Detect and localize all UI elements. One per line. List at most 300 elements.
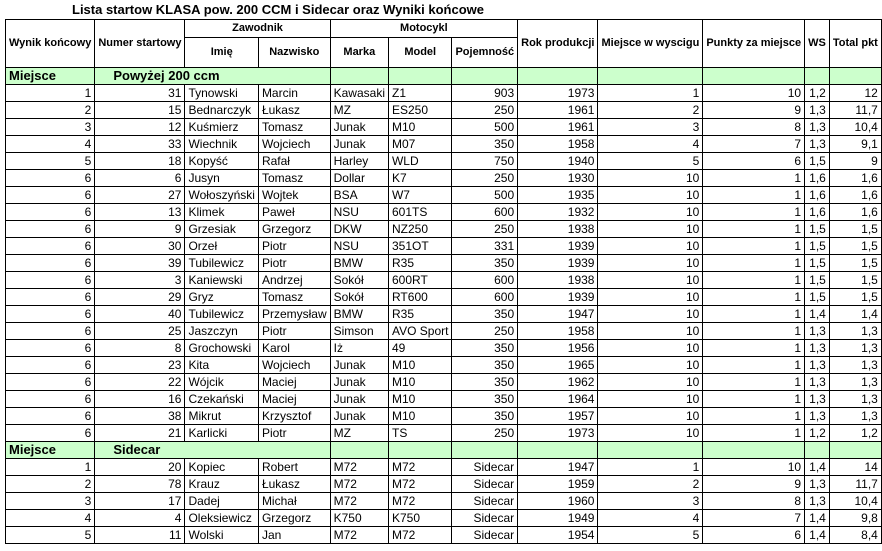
cell-marka[interactable]: M72 xyxy=(330,476,388,493)
cell-pojemnosc[interactable]: 350 xyxy=(452,391,518,408)
cell-marka[interactable]: Junak xyxy=(330,136,388,153)
cell-nazwisko[interactable]: Piotr xyxy=(258,425,330,442)
cell-total[interactable]: 1,4 xyxy=(829,306,881,323)
cell-miejsce[interactable]: 10 xyxy=(598,238,703,255)
cell-marka[interactable]: M72 xyxy=(330,527,388,544)
cell-nazwisko[interactable]: Grzegorz xyxy=(258,221,330,238)
cell-marka[interactable]: BMW xyxy=(330,255,388,272)
cell-wynik[interactable]: 4 xyxy=(6,510,95,527)
cell-ws[interactable]: 1,6 xyxy=(805,187,830,204)
cell-imie[interactable]: Kaniewski xyxy=(185,272,258,289)
cell-model[interactable]: K750 xyxy=(388,510,451,527)
cell-wynik[interactable]: 2 xyxy=(6,476,95,493)
cell-imie[interactable]: Bednarczyk xyxy=(185,102,258,119)
cell-numer[interactable]: 25 xyxy=(95,323,185,340)
cell-pojemnosc[interactable]: 250 xyxy=(452,425,518,442)
cell-punkty[interactable]: 1 xyxy=(703,391,805,408)
cell-numer[interactable]: 27 xyxy=(95,187,185,204)
cell-ws[interactable]: 1,4 xyxy=(805,510,830,527)
cell-nazwisko[interactable]: Piotr xyxy=(258,323,330,340)
cell-imie[interactable]: Gryz xyxy=(185,289,258,306)
cell-wynik[interactable]: 6 xyxy=(6,289,95,306)
cell-pojemnosc[interactable]: 250 xyxy=(452,323,518,340)
cell-wynik[interactable]: 6 xyxy=(6,374,95,391)
cell-total[interactable]: 1,2 xyxy=(829,425,881,442)
cell-wynik[interactable]: 5 xyxy=(6,153,95,170)
cell-miejsce[interactable]: 10 xyxy=(598,221,703,238)
cell-punkty[interactable]: 1 xyxy=(703,374,805,391)
cell-ws[interactable]: 1,4 xyxy=(805,459,830,476)
cell-total[interactable]: 14 xyxy=(829,459,881,476)
cell-ws[interactable]: 1,3 xyxy=(805,119,830,136)
cell-numer[interactable]: 13 xyxy=(95,204,185,221)
cell-total[interactable]: 1,6 xyxy=(829,170,881,187)
cell-rok[interactable]: 1956 xyxy=(518,340,598,357)
cell-ws[interactable]: 1,4 xyxy=(805,306,830,323)
cell-miejsce[interactable]: 10 xyxy=(598,357,703,374)
cell-model[interactable]: M10 xyxy=(388,119,451,136)
cell-miejsce[interactable]: 10 xyxy=(598,340,703,357)
cell-wynik[interactable]: 6 xyxy=(6,408,95,425)
cell-rok[interactable]: 1962 xyxy=(518,374,598,391)
cell-pojemnosc[interactable]: 350 xyxy=(452,136,518,153)
cell-total[interactable]: 1,5 xyxy=(829,255,881,272)
cell-marka[interactable]: Dollar xyxy=(330,170,388,187)
cell-punkty[interactable]: 1 xyxy=(703,221,805,238)
cell-marka[interactable]: Junak xyxy=(330,391,388,408)
cell-punkty[interactable]: 10 xyxy=(703,459,805,476)
cell-ws[interactable]: 1,3 xyxy=(805,357,830,374)
cell-punkty[interactable]: 1 xyxy=(703,408,805,425)
cell-nazwisko[interactable]: Grzegorz xyxy=(258,510,330,527)
cell-rok[interactable]: 1938 xyxy=(518,221,598,238)
cell-model[interactable]: TS xyxy=(388,425,451,442)
cell-ws[interactable]: 1,5 xyxy=(805,289,830,306)
cell-imie[interactable]: Grzesiak xyxy=(185,221,258,238)
cell-imie[interactable]: Kopiec xyxy=(185,459,258,476)
cell-ws[interactable]: 1,3 xyxy=(805,391,830,408)
cell-nazwisko[interactable]: Michał xyxy=(258,493,330,510)
cell-wynik[interactable]: 4 xyxy=(6,136,95,153)
cell-imie[interactable]: Wiechnik xyxy=(185,136,258,153)
cell-miejsce[interactable]: 10 xyxy=(598,323,703,340)
cell-miejsce[interactable]: 10 xyxy=(598,306,703,323)
cell-miejsce[interactable]: 10 xyxy=(598,170,703,187)
cell-imie[interactable]: Tynowski xyxy=(185,85,258,102)
cell-nazwisko[interactable]: Jan xyxy=(258,527,330,544)
cell-numer[interactable]: 16 xyxy=(95,391,185,408)
cell-rok[interactable]: 1960 xyxy=(518,493,598,510)
cell-nazwisko[interactable]: Tomasz xyxy=(258,119,330,136)
cell-rok[interactable]: 1965 xyxy=(518,357,598,374)
cell-punkty[interactable]: 1 xyxy=(703,204,805,221)
cell-total[interactable]: 1,3 xyxy=(829,408,881,425)
cell-total[interactable]: 12 xyxy=(829,85,881,102)
cell-wynik[interactable]: 3 xyxy=(6,119,95,136)
cell-numer[interactable]: 30 xyxy=(95,238,185,255)
cell-punkty[interactable]: 1 xyxy=(703,272,805,289)
cell-nazwisko[interactable]: Robert xyxy=(258,459,330,476)
cell-nazwisko[interactable]: Marcin xyxy=(258,85,330,102)
cell-rok[interactable]: 1930 xyxy=(518,170,598,187)
cell-ws[interactable]: 1,5 xyxy=(805,255,830,272)
cell-pojemnosc[interactable]: 350 xyxy=(452,357,518,374)
cell-nazwisko[interactable]: Paweł xyxy=(258,204,330,221)
cell-marka[interactable]: M72 xyxy=(330,493,388,510)
cell-rok[interactable]: 1939 xyxy=(518,289,598,306)
cell-pojemnosc[interactable]: 350 xyxy=(452,306,518,323)
cell-numer[interactable]: 6 xyxy=(95,170,185,187)
cell-miejsce[interactable]: 10 xyxy=(598,374,703,391)
cell-nazwisko[interactable]: Tomasz xyxy=(258,170,330,187)
cell-pojemnosc[interactable]: 250 xyxy=(452,221,518,238)
cell-numer[interactable]: 22 xyxy=(95,374,185,391)
cell-wynik[interactable]: 6 xyxy=(6,272,95,289)
cell-numer[interactable]: 9 xyxy=(95,221,185,238)
cell-rok[interactable]: 1947 xyxy=(518,459,598,476)
cell-total[interactable]: 9 xyxy=(829,153,881,170)
cell-punkty[interactable]: 6 xyxy=(703,527,805,544)
cell-miejsce[interactable]: 2 xyxy=(598,476,703,493)
cell-rok[interactable]: 1973 xyxy=(518,85,598,102)
cell-imie[interactable]: Tubilewicz xyxy=(185,255,258,272)
cell-wynik[interactable]: 6 xyxy=(6,255,95,272)
cell-ws[interactable]: 1,3 xyxy=(805,493,830,510)
cell-total[interactable]: 9,8 xyxy=(829,510,881,527)
cell-marka[interactable]: DKW xyxy=(330,221,388,238)
cell-pojemnosc[interactable]: 331 xyxy=(452,238,518,255)
cell-miejsce[interactable]: 5 xyxy=(598,527,703,544)
cell-model[interactable]: 601TS xyxy=(388,204,451,221)
cell-imie[interactable]: Czekański xyxy=(185,391,258,408)
cell-rok[interactable]: 1938 xyxy=(518,272,598,289)
cell-model[interactable]: M72 xyxy=(388,476,451,493)
cell-nazwisko[interactable]: Łukasz xyxy=(258,476,330,493)
cell-marka[interactable]: MZ xyxy=(330,425,388,442)
cell-wynik[interactable]: 6 xyxy=(6,391,95,408)
cell-total[interactable]: 1,5 xyxy=(829,238,881,255)
cell-ws[interactable]: 1,3 xyxy=(805,102,830,119)
cell-ws[interactable]: 1,6 xyxy=(805,170,830,187)
cell-imie[interactable]: Wójcik xyxy=(185,374,258,391)
cell-model[interactable]: M72 xyxy=(388,493,451,510)
cell-pojemnosc[interactable]: 600 xyxy=(452,272,518,289)
cell-total[interactable]: 1,3 xyxy=(829,323,881,340)
cell-nazwisko[interactable]: Maciej xyxy=(258,374,330,391)
cell-model[interactable]: Z1 xyxy=(388,85,451,102)
cell-ws[interactable]: 1,5 xyxy=(805,238,830,255)
cell-punkty[interactable]: 1 xyxy=(703,306,805,323)
cell-numer[interactable]: 17 xyxy=(95,493,185,510)
cell-marka[interactable]: Junak xyxy=(330,119,388,136)
cell-total[interactable]: 11,7 xyxy=(829,102,881,119)
cell-total[interactable]: 1,5 xyxy=(829,272,881,289)
cell-wynik[interactable]: 5 xyxy=(6,527,95,544)
cell-nazwisko[interactable]: Łukasz xyxy=(258,102,330,119)
cell-imie[interactable]: Jusyn xyxy=(185,170,258,187)
cell-total[interactable]: 1,6 xyxy=(829,204,881,221)
cell-numer[interactable]: 15 xyxy=(95,102,185,119)
cell-model[interactable]: 600RT xyxy=(388,272,451,289)
cell-punkty[interactable]: 1 xyxy=(703,170,805,187)
cell-model[interactable]: M72 xyxy=(388,459,451,476)
cell-imie[interactable]: Wołoszyński xyxy=(185,187,258,204)
cell-nazwisko[interactable]: Karol xyxy=(258,340,330,357)
cell-marka[interactable]: Junak xyxy=(330,374,388,391)
cell-pojemnosc[interactable]: Sidecar xyxy=(452,510,518,527)
cell-numer[interactable]: 38 xyxy=(95,408,185,425)
cell-imie[interactable]: Oleksiewicz xyxy=(185,510,258,527)
cell-wynik[interactable]: 2 xyxy=(6,102,95,119)
cell-marka[interactable]: MZ xyxy=(330,102,388,119)
cell-model[interactable]: AVO Sport xyxy=(388,323,451,340)
cell-punkty[interactable]: 1 xyxy=(703,289,805,306)
cell-numer[interactable]: 11 xyxy=(95,527,185,544)
cell-total[interactable]: 1,3 xyxy=(829,391,881,408)
cell-rok[interactable]: 1958 xyxy=(518,136,598,153)
cell-marka[interactable]: NSU xyxy=(330,204,388,221)
cell-marka[interactable]: Junak xyxy=(330,408,388,425)
cell-rok[interactable]: 1939 xyxy=(518,238,598,255)
cell-total[interactable]: 1,6 xyxy=(829,187,881,204)
cell-pojemnosc[interactable]: 350 xyxy=(452,255,518,272)
cell-rok[interactable]: 1939 xyxy=(518,255,598,272)
cell-total[interactable]: 11,7 xyxy=(829,476,881,493)
cell-model[interactable]: ES250 xyxy=(388,102,451,119)
cell-rok[interactable]: 1958 xyxy=(518,323,598,340)
cell-rok[interactable]: 1961 xyxy=(518,119,598,136)
cell-model[interactable]: NZ250 xyxy=(388,221,451,238)
cell-model[interactable]: K7 xyxy=(388,170,451,187)
cell-pojemnosc[interactable]: 750 xyxy=(452,153,518,170)
cell-ws[interactable]: 1,3 xyxy=(805,476,830,493)
cell-wynik[interactable]: 6 xyxy=(6,187,95,204)
cell-miejsce[interactable]: 10 xyxy=(598,289,703,306)
cell-ws[interactable]: 1,5 xyxy=(805,272,830,289)
cell-numer[interactable]: 8 xyxy=(95,340,185,357)
cell-model[interactable]: W7 xyxy=(388,187,451,204)
cell-rok[interactable]: 1959 xyxy=(518,476,598,493)
cell-pojemnosc[interactable]: 600 xyxy=(452,289,518,306)
cell-nazwisko[interactable]: Piotr xyxy=(258,238,330,255)
cell-punkty[interactable]: 9 xyxy=(703,102,805,119)
cell-numer[interactable]: 78 xyxy=(95,476,185,493)
cell-nazwisko[interactable]: Przemysław xyxy=(258,306,330,323)
cell-nazwisko[interactable]: Wojciech xyxy=(258,136,330,153)
cell-imie[interactable]: Grochowski xyxy=(185,340,258,357)
cell-model[interactable]: M10 xyxy=(388,357,451,374)
cell-model[interactable]: R35 xyxy=(388,306,451,323)
cell-wynik[interactable]: 6 xyxy=(6,306,95,323)
cell-rok[interactable]: 1954 xyxy=(518,527,598,544)
cell-pojemnosc[interactable]: 350 xyxy=(452,340,518,357)
cell-pojemnosc[interactable]: 350 xyxy=(452,408,518,425)
cell-numer[interactable]: 21 xyxy=(95,425,185,442)
cell-wynik[interactable]: 6 xyxy=(6,221,95,238)
cell-punkty[interactable]: 1 xyxy=(703,238,805,255)
cell-nazwisko[interactable]: Tomasz xyxy=(258,289,330,306)
cell-ws[interactable]: 1,5 xyxy=(805,221,830,238)
cell-model[interactable]: 351OT xyxy=(388,238,451,255)
cell-total[interactable]: 1,5 xyxy=(829,221,881,238)
cell-ws[interactable]: 1,2 xyxy=(805,425,830,442)
cell-ws[interactable]: 1,3 xyxy=(805,340,830,357)
cell-imie[interactable]: Mikrut xyxy=(185,408,258,425)
cell-imie[interactable]: Dadej xyxy=(185,493,258,510)
cell-rok[interactable]: 1940 xyxy=(518,153,598,170)
cell-model[interactable]: M10 xyxy=(388,391,451,408)
cell-nazwisko[interactable]: Rafał xyxy=(258,153,330,170)
cell-ws[interactable]: 1,3 xyxy=(805,323,830,340)
cell-total[interactable]: 1,5 xyxy=(829,289,881,306)
cell-punkty[interactable]: 1 xyxy=(703,323,805,340)
cell-model[interactable]: 49 xyxy=(388,340,451,357)
cell-pojemnosc[interactable]: Sidecar xyxy=(452,459,518,476)
cell-numer[interactable]: 33 xyxy=(95,136,185,153)
cell-wynik[interactable]: 6 xyxy=(6,204,95,221)
cell-model[interactable]: R35 xyxy=(388,255,451,272)
cell-wynik[interactable]: 3 xyxy=(6,493,95,510)
cell-punkty[interactable]: 6 xyxy=(703,153,805,170)
cell-punkty[interactable]: 8 xyxy=(703,119,805,136)
cell-punkty[interactable]: 1 xyxy=(703,340,805,357)
cell-wynik[interactable]: 6 xyxy=(6,170,95,187)
cell-model[interactable]: RT600 xyxy=(388,289,451,306)
cell-imie[interactable]: Tubilewicz xyxy=(185,306,258,323)
cell-nazwisko[interactable]: Krzysztof xyxy=(258,408,330,425)
cell-model[interactable]: M10 xyxy=(388,408,451,425)
cell-miejsce[interactable]: 1 xyxy=(598,459,703,476)
cell-marka[interactable]: Junak xyxy=(330,357,388,374)
cell-pojemnosc[interactable]: 500 xyxy=(452,119,518,136)
cell-miejsce[interactable]: 3 xyxy=(598,493,703,510)
cell-miejsce[interactable]: 10 xyxy=(598,255,703,272)
cell-rok[interactable]: 1973 xyxy=(518,425,598,442)
cell-pojemnosc[interactable]: 903 xyxy=(452,85,518,102)
cell-punkty[interactable]: 1 xyxy=(703,357,805,374)
cell-total[interactable]: 1,3 xyxy=(829,357,881,374)
cell-pojemnosc[interactable]: 600 xyxy=(452,204,518,221)
cell-punkty[interactable]: 10 xyxy=(703,85,805,102)
cell-rok[interactable]: 1961 xyxy=(518,102,598,119)
cell-pojemnosc[interactable]: Sidecar xyxy=(452,527,518,544)
cell-ws[interactable]: 1,3 xyxy=(805,408,830,425)
cell-imie[interactable]: Wolski xyxy=(185,527,258,544)
cell-ws[interactable]: 1,5 xyxy=(805,153,830,170)
cell-imie[interactable]: Kopyść xyxy=(185,153,258,170)
cell-marka[interactable]: Harley xyxy=(330,153,388,170)
cell-numer[interactable]: 3 xyxy=(95,272,185,289)
cell-imie[interactable]: Karlicki xyxy=(185,425,258,442)
cell-punkty[interactable]: 7 xyxy=(703,136,805,153)
cell-pojemnosc[interactable]: 250 xyxy=(452,102,518,119)
cell-pojemnosc[interactable]: 350 xyxy=(452,374,518,391)
cell-numer[interactable]: 40 xyxy=(95,306,185,323)
cell-marka[interactable]: BMW xyxy=(330,306,388,323)
cell-rok[interactable]: 1964 xyxy=(518,391,598,408)
cell-miejsce[interactable]: 4 xyxy=(598,136,703,153)
cell-marka[interactable]: BSA xyxy=(330,187,388,204)
cell-marka[interactable]: Kawasaki xyxy=(330,85,388,102)
cell-numer[interactable]: 12 xyxy=(95,119,185,136)
cell-rok[interactable]: 1947 xyxy=(518,306,598,323)
cell-miejsce[interactable]: 2 xyxy=(598,102,703,119)
cell-wynik[interactable]: 6 xyxy=(6,323,95,340)
cell-miejsce[interactable]: 5 xyxy=(598,153,703,170)
cell-ws[interactable]: 1,2 xyxy=(805,85,830,102)
cell-miejsce[interactable]: 10 xyxy=(598,408,703,425)
cell-ws[interactable]: 1,3 xyxy=(805,374,830,391)
cell-ws[interactable]: 1,6 xyxy=(805,204,830,221)
cell-numer[interactable]: 18 xyxy=(95,153,185,170)
cell-wynik[interactable]: 1 xyxy=(6,459,95,476)
cell-nazwisko[interactable]: Wojciech xyxy=(258,357,330,374)
cell-total[interactable]: 8,4 xyxy=(829,527,881,544)
cell-marka[interactable]: Iż xyxy=(330,340,388,357)
cell-numer[interactable]: 4 xyxy=(95,510,185,527)
cell-nazwisko[interactable]: Maciej xyxy=(258,391,330,408)
cell-marka[interactable]: Sokół xyxy=(330,289,388,306)
cell-wynik[interactable]: 6 xyxy=(6,340,95,357)
cell-rok[interactable]: 1932 xyxy=(518,204,598,221)
cell-imie[interactable]: Orzeł xyxy=(185,238,258,255)
cell-punkty[interactable]: 1 xyxy=(703,187,805,204)
cell-rok[interactable]: 1957 xyxy=(518,408,598,425)
cell-model[interactable]: M07 xyxy=(388,136,451,153)
cell-ws[interactable]: 1,3 xyxy=(805,136,830,153)
cell-total[interactable]: 9,1 xyxy=(829,136,881,153)
cell-numer[interactable]: 23 xyxy=(95,357,185,374)
cell-total[interactable]: 1,3 xyxy=(829,340,881,357)
cell-total[interactable]: 10,4 xyxy=(829,119,881,136)
cell-wynik[interactable]: 6 xyxy=(6,425,95,442)
cell-ws[interactable]: 1,4 xyxy=(805,527,830,544)
cell-imie[interactable]: Jaszczyn xyxy=(185,323,258,340)
cell-nazwisko[interactable]: Wojtek xyxy=(258,187,330,204)
cell-marka[interactable]: Simson xyxy=(330,323,388,340)
cell-miejsce[interactable]: 1 xyxy=(598,85,703,102)
cell-imie[interactable]: Klimek xyxy=(185,204,258,221)
cell-miejsce[interactable]: 10 xyxy=(598,391,703,408)
cell-wynik[interactable]: 1 xyxy=(6,85,95,102)
cell-marka[interactable]: Sokół xyxy=(330,272,388,289)
cell-model[interactable]: M72 xyxy=(388,527,451,544)
cell-rok[interactable]: 1935 xyxy=(518,187,598,204)
cell-miejsce[interactable]: 10 xyxy=(598,272,703,289)
cell-pojemnosc[interactable]: Sidecar xyxy=(452,476,518,493)
cell-model[interactable]: M10 xyxy=(388,374,451,391)
cell-imie[interactable]: Kita xyxy=(185,357,258,374)
cell-nazwisko[interactable]: Andrzej xyxy=(258,272,330,289)
cell-pojemnosc[interactable]: 250 xyxy=(452,170,518,187)
cell-model[interactable]: WLD xyxy=(388,153,451,170)
cell-punkty[interactable]: 8 xyxy=(703,493,805,510)
cell-marka[interactable]: NSU xyxy=(330,238,388,255)
cell-wynik[interactable]: 6 xyxy=(6,238,95,255)
cell-numer[interactable]: 20 xyxy=(95,459,185,476)
cell-imie[interactable]: Krauz xyxy=(185,476,258,493)
cell-rok[interactable]: 1949 xyxy=(518,510,598,527)
cell-wynik[interactable]: 6 xyxy=(6,357,95,374)
cell-miejsce[interactable]: 4 xyxy=(598,510,703,527)
cell-total[interactable]: 1,3 xyxy=(829,374,881,391)
cell-punkty[interactable]: 1 xyxy=(703,425,805,442)
cell-imie[interactable]: Kuśmierz xyxy=(185,119,258,136)
cell-miejsce[interactable]: 10 xyxy=(598,425,703,442)
cell-marka[interactable]: M72 xyxy=(330,459,388,476)
cell-numer[interactable]: 29 xyxy=(95,289,185,306)
cell-miejsce[interactable]: 10 xyxy=(598,204,703,221)
